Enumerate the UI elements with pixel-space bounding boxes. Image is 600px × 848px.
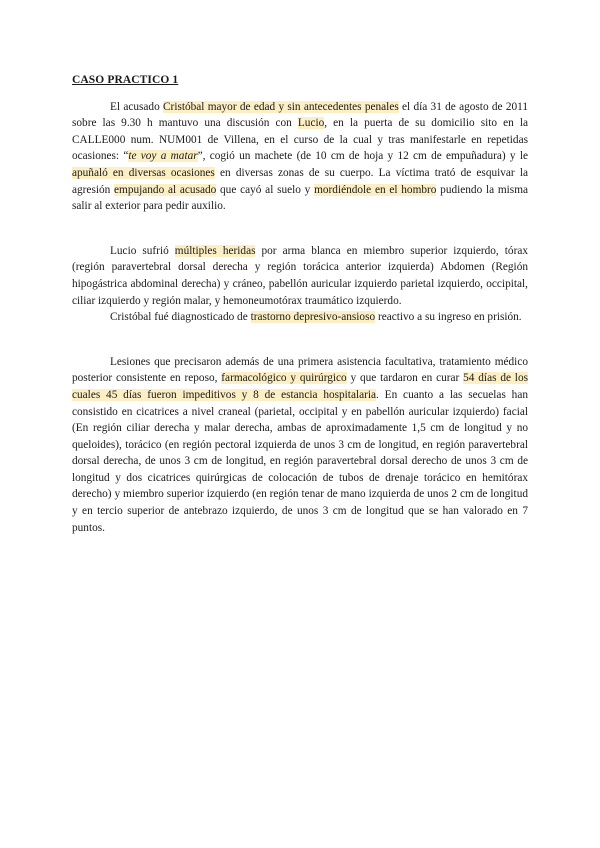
highlight: apuñaló en diversas ocasiones bbox=[72, 166, 215, 179]
text-run: y que tardaron en curar bbox=[346, 372, 464, 385]
text-run: Cristóbal fué diagnosticado de bbox=[110, 311, 251, 324]
paragraph-injuries bbox=[72, 243, 528, 309]
paragraph-diagnosis bbox=[72, 309, 528, 326]
text-run: en diversas zonas de su cuerpo. La víctima trató de esquivar la agresión bbox=[72, 166, 528, 196]
paragraph-lesions bbox=[72, 354, 528, 537]
text-run: Lucio sufrió bbox=[110, 244, 175, 257]
highlight: mordiéndole en el hombro bbox=[314, 183, 437, 196]
highlight: farmacológico y quirúrgico bbox=[221, 372, 347, 385]
document-body bbox=[72, 72, 528, 536]
document-title: CASO PRACTICO 1 bbox=[72, 74, 179, 86]
text-run: Lesiones que precisaron además de una primera asistencia facultativa, tratamiento médico posterior consistente en reposo, bbox=[72, 355, 528, 385]
text-run: el día 31 de agosto de 2011 sobre las 9.30 h mantuvo una discusión con bbox=[72, 100, 529, 130]
text-run: , en la puerta de su domicilio sito en la CALLE000 num. NUM001 de Villena, en el curso de la cual y tras manifestarle en repetidas ocasiones: “ bbox=[72, 117, 528, 163]
text-run: El acusado bbox=[110, 100, 164, 113]
text-run: ”, cogió un machete (de 10 cm de hoja y 12 cm de empuñadura) y le bbox=[197, 150, 528, 163]
text-run: . En cuanto a las secuelas han consistido en cicatrices a nivel craneal (parietal, occipital y en pabellón auricular izquierdo) facial (En región ciliar derecha y malar derecha, ambas de aproximadamente 1,5 cm de longitud y no queloides), torácico (en región pectoral izquierda de unos 3 cm de longitud, en región paravertebral dorsal derecha, de unos 3 cm de longitud, en región paravertebral dorsal derecho de unos 3 cm de longitud y dos cicatrices quirúrgicas de colocación de tubos de drenaje torácico en hemitórax derecho) y miembro superior izquierdo (en región tenar de mano izquierda de unos 2 cm de longitud y en tercio superior de antebrazo izquierdo, de unos 3 cm de longitud que se han valorado en 7 puntos. bbox=[72, 388, 528, 534]
paragraph-facts bbox=[72, 99, 528, 215]
highlight: empujando al acusado bbox=[114, 183, 217, 196]
highlight: Lucio bbox=[297, 117, 325, 130]
highlight: múltiples heridas bbox=[174, 244, 256, 257]
highlight-quote: te voy a matar bbox=[128, 150, 198, 163]
highlight: Cristóbal mayor de edad y sin antecedentes penales bbox=[163, 100, 399, 113]
text-run: que cayó al suelo y bbox=[216, 183, 315, 196]
highlight: 54 días de los cuales 45 días fueron impeditivos y 8 de estancia hospitalaria bbox=[72, 372, 528, 401]
text-run: pudiendo la misma salir al exterior para pedir auxilio. bbox=[72, 183, 529, 213]
text-run: reactivo a su ingreso en prisión. bbox=[375, 311, 522, 324]
highlight: trastorno depresivo-ansioso bbox=[250, 311, 376, 324]
text-run: por arma blanca en miembro superior izquierdo, tórax (región paravertebral dorsal derecha y región torácica anterior izquierda) Abdomen (Región hipogástrica abdominal derecha) y cráneo, pabellón auricular izquierdo parietal izquierdo, occipital, ciliar izquierdo y región malar, y hemoneumotórax traumático izquierdo. bbox=[72, 244, 529, 307]
